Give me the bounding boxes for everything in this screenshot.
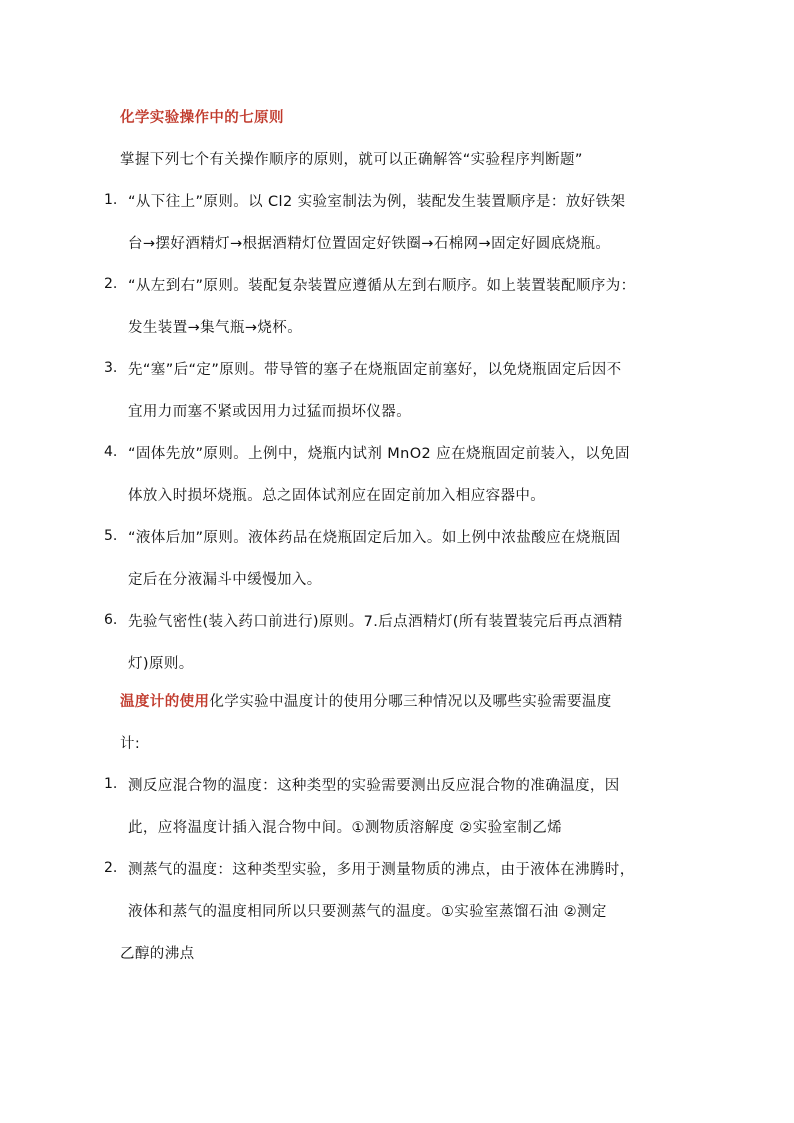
section1-title: 化学实验操作中的七原则	[120, 110, 284, 126]
item-text: “从左到右”原则。装配复杂装置应遵循从左到右顺序。如上装置装配顺序为：	[128, 278, 636, 294]
item-text: 先验气密性(装入药口前进行)原则。7.后点酒精灯(所有装置装完后再点酒精	[128, 614, 623, 630]
item-text: 液体和蒸气的温度相同所以只要测蒸气的温度。①实验室蒸馏石油 ②测定	[128, 904, 607, 920]
item-number: 1.	[104, 776, 118, 792]
item-text: 测反应混合物的温度：这种类型的实验需要测出反应混合物的准确温度，因	[128, 778, 620, 794]
item-text: 先“塞”后“定”原则。带导管的塞子在烧瓶固定前塞好，以免烧瓶固定后因不	[128, 362, 622, 378]
item-text: 发生装置→集气瓶→烧杯。	[128, 320, 303, 336]
item-text: 体放入时损坏烧瓶。总之固体试剂应在固定前加入相应容器中。	[128, 488, 546, 504]
item-number: 1.	[104, 192, 118, 208]
item-number: 2.	[104, 276, 118, 292]
section2-intro-cont: 计:	[120, 736, 141, 752]
section2-title: 温度计的使用	[120, 694, 210, 710]
item-number: 6.	[104, 612, 118, 628]
item-number: 5.	[104, 528, 118, 544]
item-text: 乙醇的沸点	[120, 946, 195, 962]
item-text: 此，应将温度计插入混合物中间。①测物质溶解度 ②实验室制乙烯	[128, 820, 563, 836]
item-text: 测蒸气的温度：这种类型实验，多用于测量物质的沸点，由于液体在沸腾时，	[128, 862, 635, 878]
item-text: 灯)原则。	[128, 656, 194, 672]
item-number: 3.	[104, 360, 118, 376]
item-number: 2.	[104, 860, 118, 876]
item-text: 台→摆好酒精灯→根据酒精灯位置固定好铁圈→石棉网→固定好圆底烧瓶。	[128, 236, 611, 252]
item-text: “液体后加”原则。液体药品在烧瓶固定后加入。如上例中浓盐酸应在烧瓶固	[128, 530, 621, 546]
section1-intro: 掌握下列七个有关操作顺序的原则，就可以正确解答“实验程序判断题”	[120, 152, 583, 168]
item-text: 宜用力而塞不紧或因用力过猛而损坏仪器。	[128, 404, 412, 420]
item-text: “固体先放”原则。上例中，烧瓶内试剂 MnO2 应在烧瓶固定前装入，以免固	[128, 446, 630, 462]
item-number: 4.	[104, 444, 118, 460]
section2-intro	[120, 692, 612, 712]
item-text: 定后在分液漏斗中缓慢加入。	[128, 572, 322, 588]
section2-intro-text: 化学实验中温度计的使用分哪三种情况以及哪些实验需要温度	[209, 694, 612, 710]
item-text: “从下往上”原则。以 Cl2 实验室制法为例，装配发生装置顺序是：放好铁架	[128, 194, 626, 210]
